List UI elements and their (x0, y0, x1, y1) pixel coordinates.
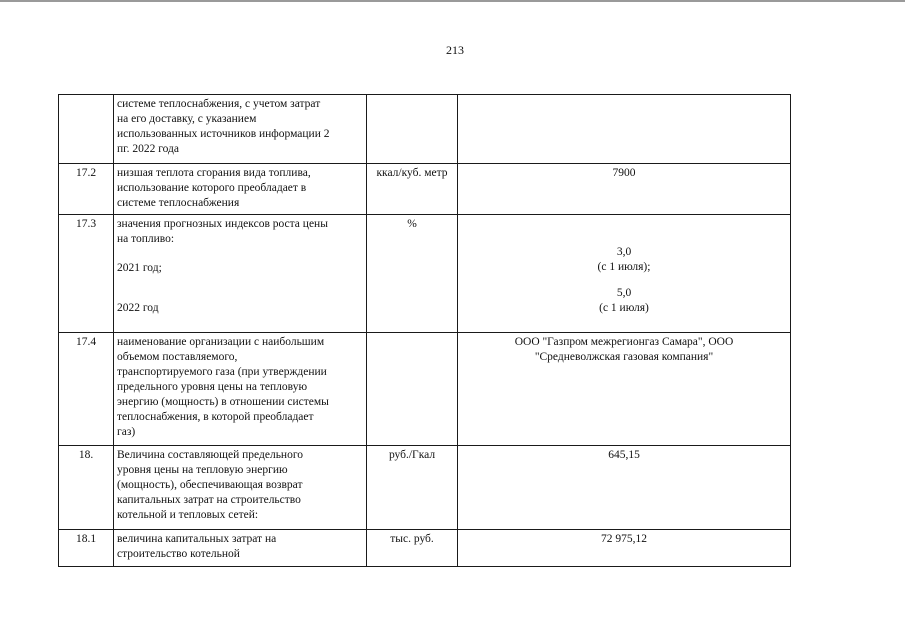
row-unit (367, 333, 458, 446)
value-line: ООО "Газпром межрегионгаз Самара", ООО (514, 336, 734, 348)
description-line: низшая теплота сгорания вида топлива, (117, 167, 311, 179)
table-row (59, 164, 791, 215)
description-line: уровня цены на тепловую энергию (117, 464, 288, 476)
row-description (114, 164, 367, 215)
row-description (114, 530, 367, 567)
description-line: пг. 2022 года (117, 143, 180, 155)
description-line: величина капитальных затрат на (117, 533, 277, 545)
description-line: предельного уровня цены на тепловую (117, 381, 308, 393)
table-row (59, 95, 791, 164)
page-top-rule (0, 0, 905, 2)
row-value (458, 164, 791, 215)
description-line: на топливо: (117, 233, 175, 245)
table-row (59, 333, 791, 446)
row-number: 18.1 (59, 530, 114, 567)
description-line: (мощность), обеспечивающая возврат (117, 479, 303, 491)
row-description (114, 333, 367, 446)
row-value (458, 95, 791, 164)
table-row (59, 446, 791, 530)
row-unit: руб./Гкал (367, 446, 458, 530)
row-value (458, 333, 791, 446)
description-year-2022: 2022 год (117, 302, 159, 314)
row-number: 17.2 (59, 164, 114, 215)
description-line: энергию (мощность) в отношении системы (117, 396, 329, 408)
description-line: значения прогнозных индексов роста цены (117, 218, 328, 230)
row-unit: тыс. руб. (367, 530, 458, 567)
value-2022-note: (с 1 июля) (599, 302, 649, 314)
value-line: 645,15 (608, 449, 640, 461)
description-line: системе теплоснабжения (117, 197, 240, 209)
row-unit: % (367, 215, 458, 333)
tariff-table (58, 94, 791, 567)
description-line: строительство котельной (117, 548, 240, 560)
description-line: газ) (117, 426, 136, 438)
value-2022: 5,0 (616, 287, 632, 299)
page-number: 213 (446, 43, 464, 57)
row-description (114, 95, 367, 164)
value-line: "Средневолжская газовая компания" (534, 351, 714, 363)
description-line: системе теплоснабжения, с учетом затрат (117, 98, 321, 110)
row-number: 17.4 (59, 333, 114, 446)
value-2021: 3,0 (616, 246, 632, 258)
description-line: теплоснабжения, в которой преобладает (117, 411, 314, 423)
row-unit (367, 95, 458, 164)
value-line: 7900 (612, 167, 636, 179)
value-2021-note: (с 1 июля); (597, 261, 651, 273)
description-year-2021: 2021 год; (117, 262, 162, 274)
row-unit: ккал/куб. метр (367, 164, 458, 215)
value-line: 72 975,12 (601, 533, 647, 545)
description-line: капитальных затрат на строительство (117, 494, 301, 506)
description-line: объемом поставляемого, (117, 351, 238, 363)
description-line: транспортируемого газа (при утверждении (117, 366, 327, 378)
row-number (59, 95, 114, 164)
description-line: на его доставку, с указанием (117, 113, 257, 125)
description-line: котельной и тепловых сетей: (117, 509, 259, 521)
table-row (59, 215, 791, 333)
row-value (458, 446, 791, 530)
row-value (458, 530, 791, 567)
description-line: использованных источников информации 2 (117, 128, 330, 140)
row-number: 18. (59, 446, 114, 530)
description-line: использование которого преобладает в (117, 182, 307, 194)
row-description (114, 446, 367, 530)
row-description (114, 215, 367, 333)
description-line: наименование организации с наибольшим (117, 336, 325, 348)
row-value (458, 215, 791, 333)
row-number: 17.3 (59, 215, 114, 333)
description-line: Величина составляющей предельного (117, 449, 304, 461)
table-row (59, 530, 791, 567)
